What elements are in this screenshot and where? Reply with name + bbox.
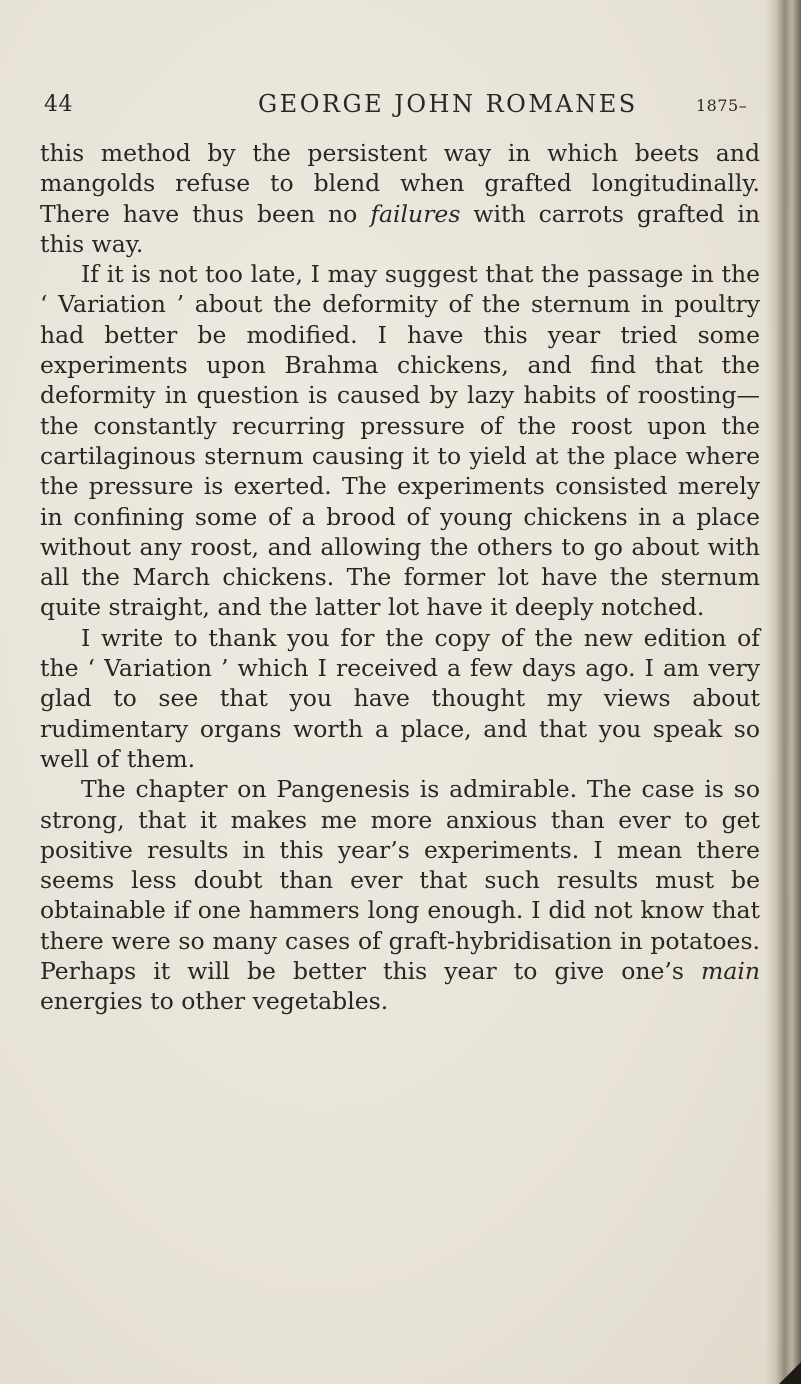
paragraph-continuation	[40, 138, 760, 259]
page-number: 44	[44, 92, 73, 117]
text-run: The chapter on Pangenesis is admirable. The case is so strong, that it makes me more anxious than ever to get positive results in this year’s experiments. I mean there seems less doubt than ever that such results must be obtainable if one hammers long enough. I did not know that there were so many cases of graft-hybridisation in potatoes. Perhaps it will be better this year to give one’s	[40, 775, 760, 986]
page-edge-shadow	[765, 0, 801, 1384]
text-run: energies to other vegetables.	[40, 987, 389, 1016]
paragraph-sternum: If it is not too late, I may suggest that the passage in the ‘ Variation ’ about the deformity of the sternum in poultry had better be modified. I have this year tried some experiments upon Brahma chickens, and find that the deformity in question is caused by lazy habits of roosting—the constantly recurring pressure of the roost upon the cartilaginous sternum causing it to yield at the place where the pressure is exerted. The experiments consisted merely in confining some of a brood of young chickens in a place without any roost, and allowing the others to go about with all the March chickens. The former lot have the sternum quite straight, and the latter lot have it deeply notched.	[40, 260, 760, 622]
running-title: GEORGE JOHN ROMANES	[258, 90, 638, 118]
text-run: this method by the persistent way in which beets and mangolds refuse to blend when grafted longitudinally. There have thus been no	[40, 139, 760, 228]
body-text	[40, 138, 760, 1017]
year-marker: 1875–	[696, 96, 748, 115]
emphasis-failures: failures	[370, 199, 461, 228]
running-header	[40, 88, 760, 122]
emphasis-main: main	[701, 957, 760, 986]
text-run: with carrots grafted in this way.	[40, 199, 760, 258]
paragraph-thanks: I write to thank you for the copy of the new edition of the ‘ Variation ’ which I received a few days ago. I am very glad to see that you have thought my views about rudimentary organs worth a place, and that you speak so well of them.	[40, 623, 760, 773]
paragraph-pangenesis	[40, 774, 760, 1016]
corner-mark	[779, 1362, 801, 1384]
